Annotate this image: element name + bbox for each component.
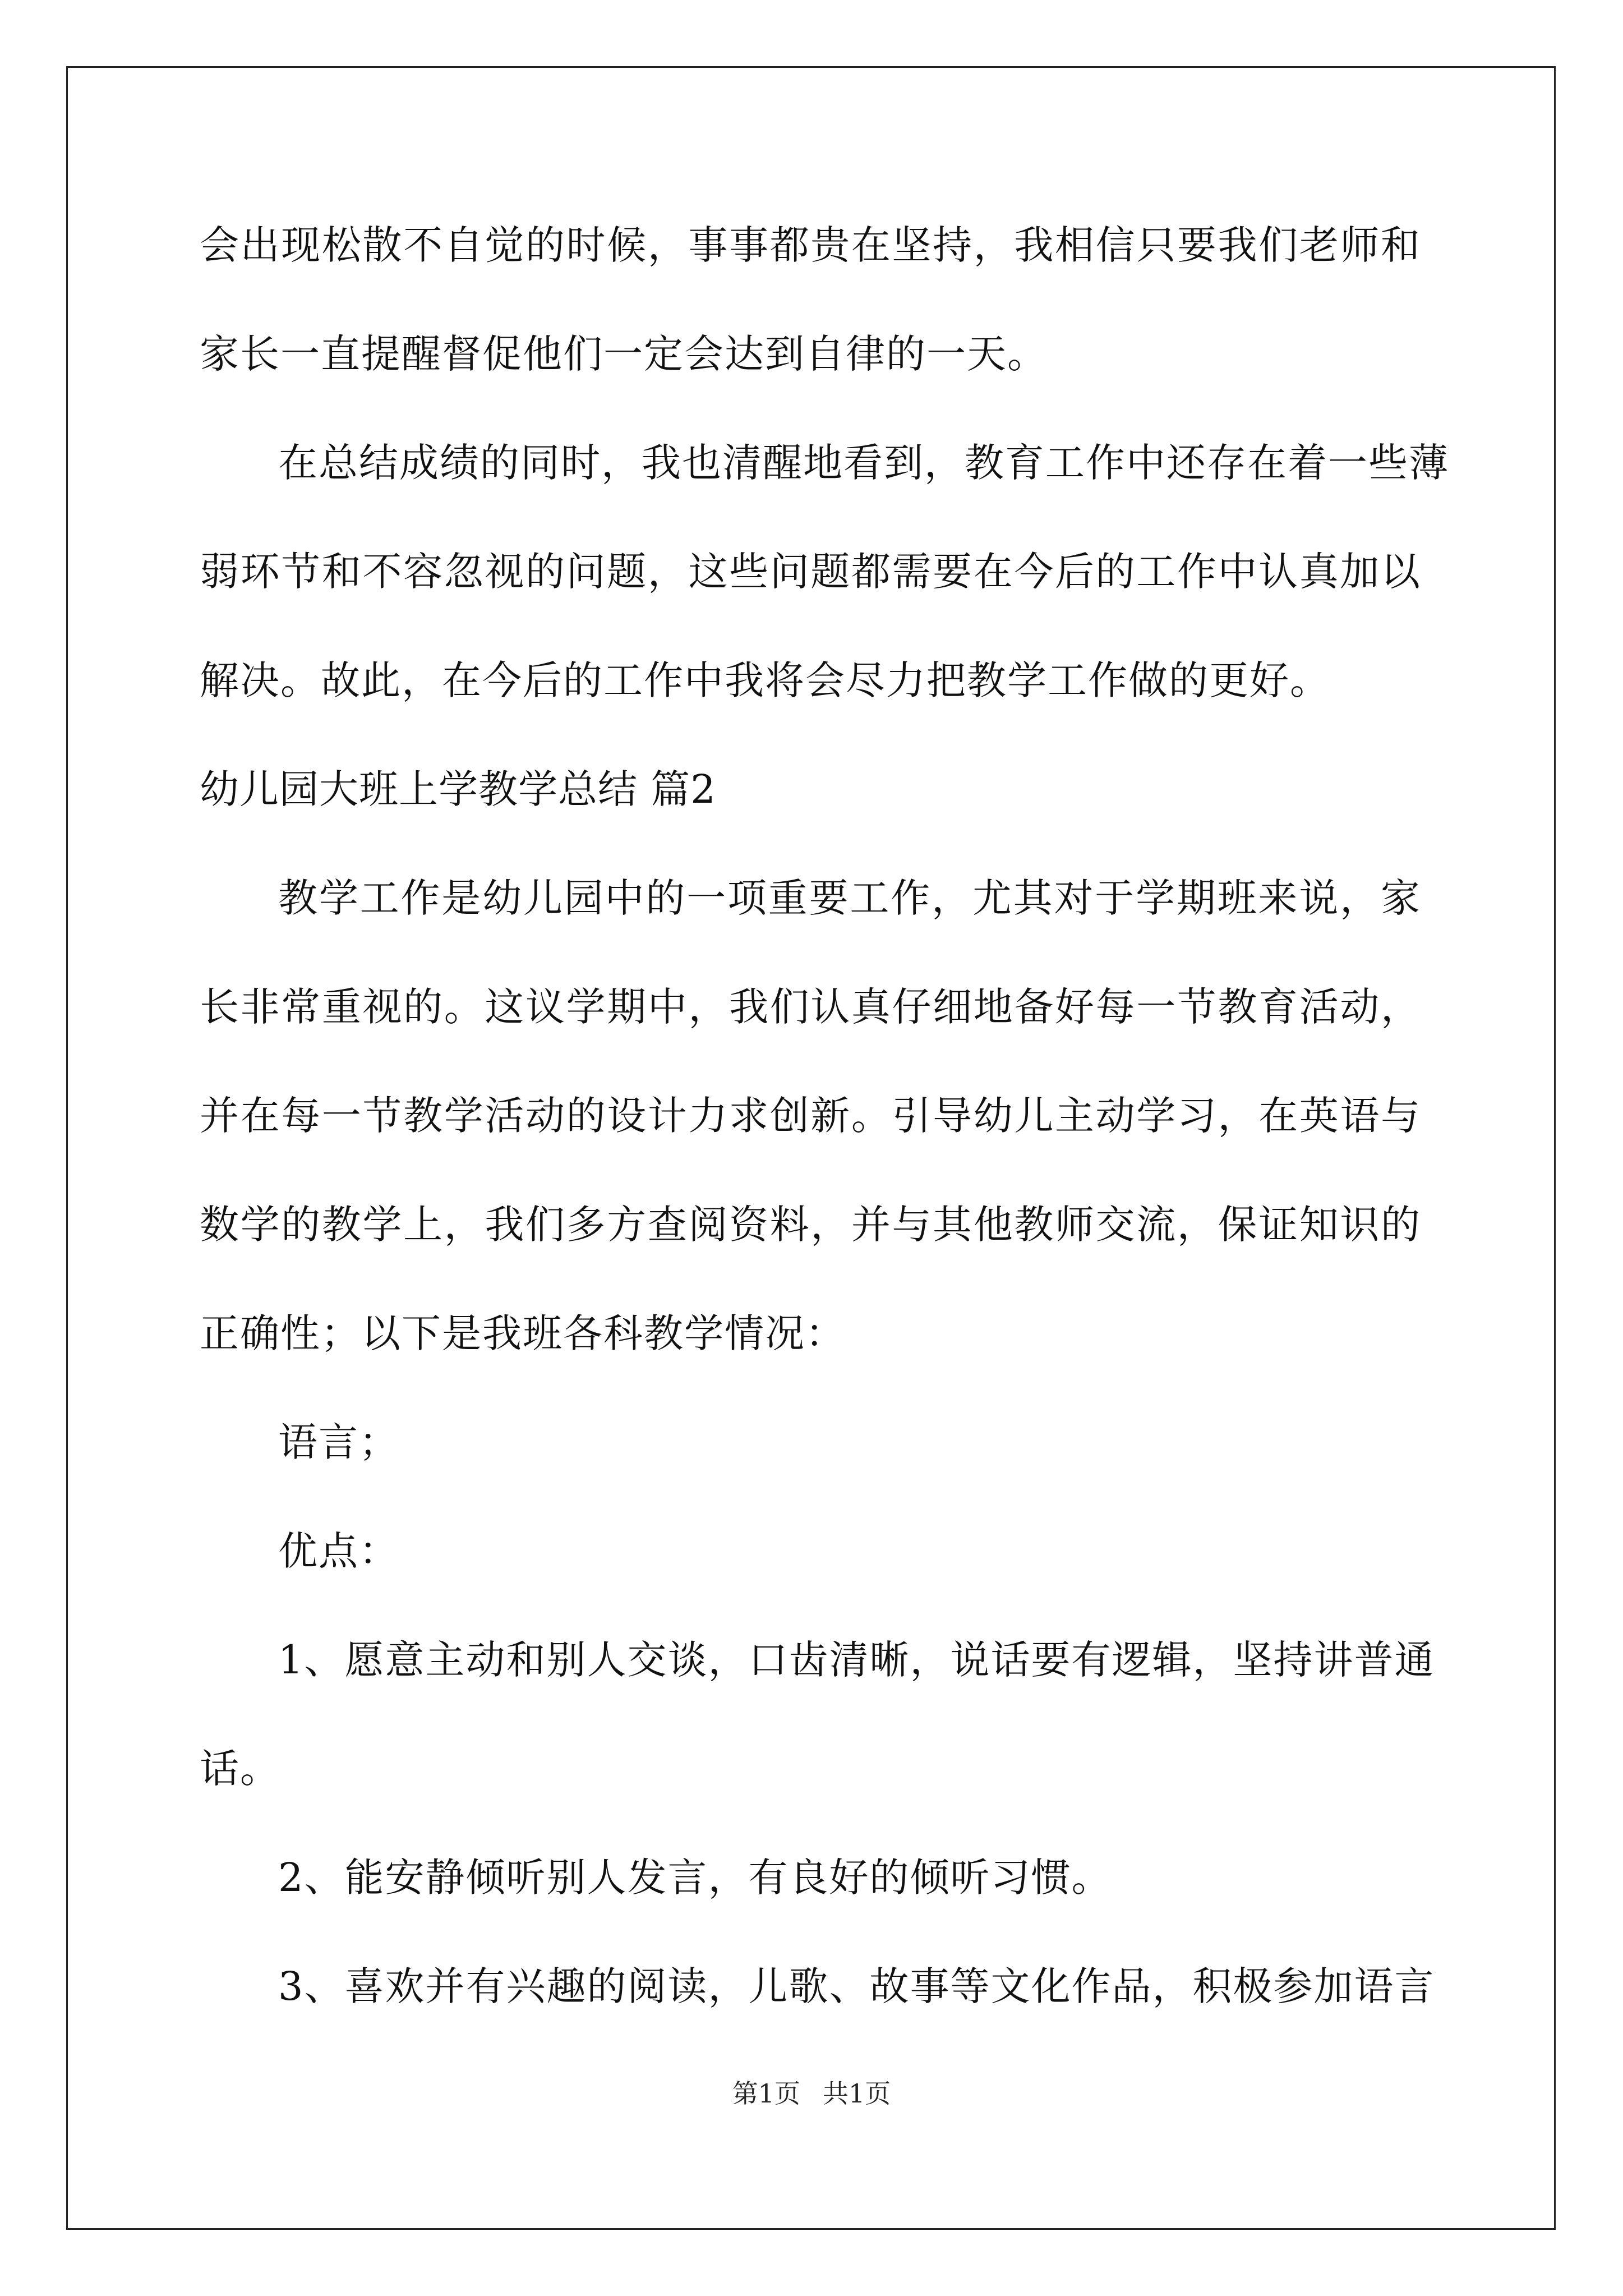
list-item-line: 话。 xyxy=(200,1746,280,1792)
page-footer xyxy=(0,2077,1623,2110)
paragraph-line: 长非常重视的。这议学期中，我们认真仔细地备好每一节教育活动， xyxy=(200,984,1421,1030)
page-number-total: 共1页 xyxy=(823,2078,891,2109)
section-heading: 幼儿园大班上学教学总结 篇2 xyxy=(200,766,716,812)
paragraph-line: 在总结成绩的同时，我也清醒地看到，教育工作中还存在着一些薄 xyxy=(278,440,1449,486)
list-item-line: 3、喜欢并有兴趣的阅读，儿歌、故事等文化作品，积极参加语言 xyxy=(278,1963,1435,2009)
paragraph-line: 并在每一节教学活动的设计力求创新。引导幼儿主动学习，在英语与 xyxy=(200,1093,1421,1139)
paragraph-line: 解决。故此，在今后的工作中我将会尽力把教学工作做的更好。 xyxy=(200,657,1330,703)
subsection-label: 语言； xyxy=(278,1419,399,1465)
paragraph-line: 弱环节和不容忽视的问题，这些问题都需要在今后的工作中认真加以 xyxy=(200,549,1421,595)
paragraph-line: 会出现松散不自觉的时候，事事都贵在坚持，我相信只要我们老师和 xyxy=(200,222,1421,268)
paragraph-line: 教学工作是幼儿园中的一项重要工作，尤其对于学期班来说，家 xyxy=(278,875,1421,921)
subsection-label: 优点： xyxy=(278,1528,399,1574)
document-body xyxy=(200,191,1449,2041)
list-item-line: 1、愿意主动和别人交谈，口齿清晰，说话要有逻辑，坚持讲普通 xyxy=(278,1637,1435,1683)
list-item-line: 2、能安静倾听别人发言，有良好的倾听习惯。 xyxy=(278,1855,1112,1901)
paragraph-line: 家长一直提醒督促他们一定会达到自律的一天。 xyxy=(200,331,1048,377)
paragraph-line: 正确性；以下是我班各科教学情况： xyxy=(200,1310,846,1356)
paragraph-line: 数学的教学上，我们多方查阅资料，并与其他教师交流，保证知识的 xyxy=(200,1202,1421,1248)
page-number-current: 第1页 xyxy=(732,2078,800,2109)
